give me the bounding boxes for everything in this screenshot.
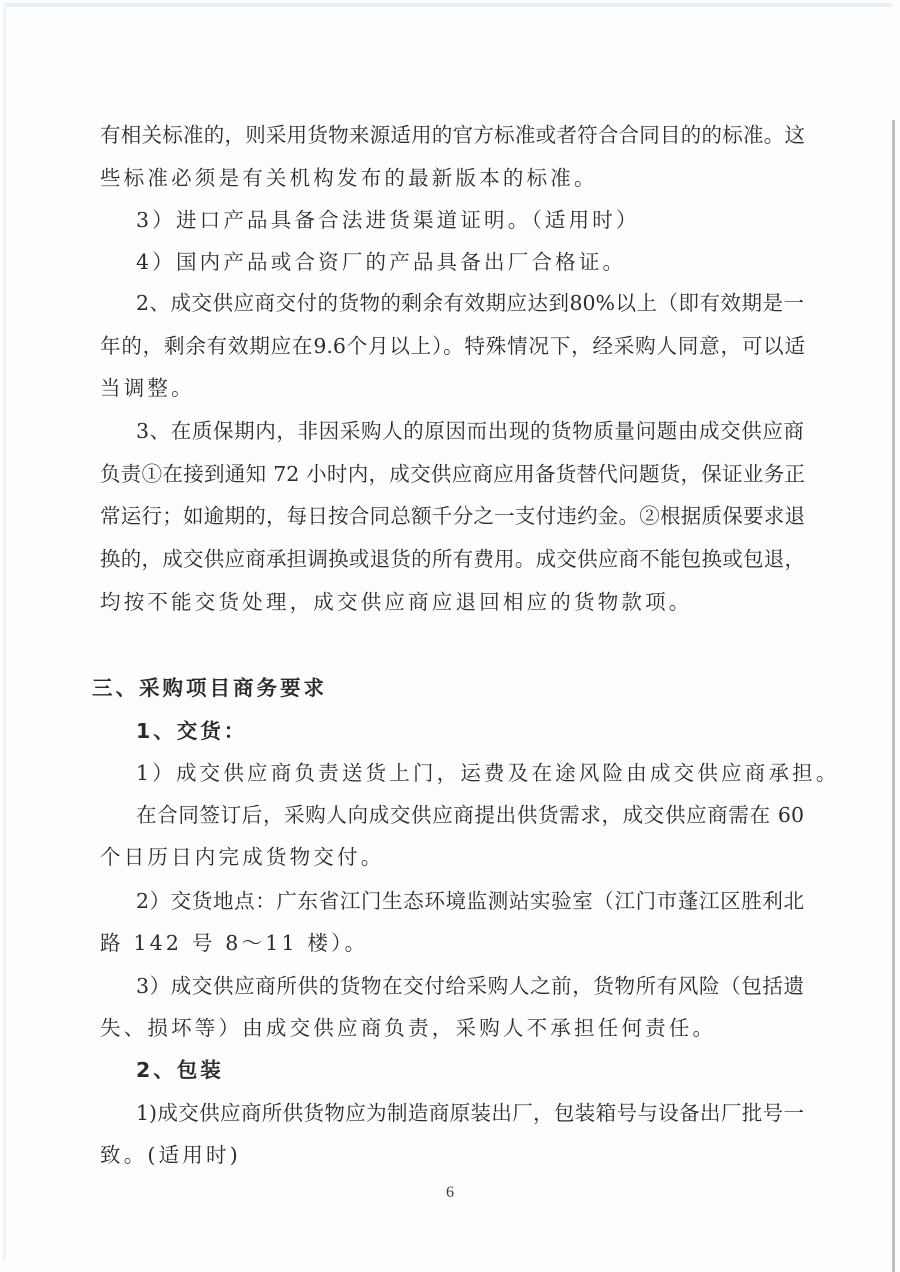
paragraph-line: 当调整。 bbox=[100, 376, 195, 400]
list-item-line: 4）国内产品或合资厂的产品具备出厂合格证。 bbox=[136, 250, 627, 274]
scan-edge-right bbox=[892, 120, 895, 1272]
paragraph-line: 2、成交供应商交付的货物的剩余有效期应达到80%以上（即有效期是一 bbox=[136, 291, 804, 315]
paragraph-line: 3、在质保期内，非因采购人的原因而出现的货物质量问题由成交供应商 bbox=[136, 419, 804, 443]
subsection-heading: 2、包装 bbox=[136, 1058, 224, 1082]
list-item-line: 1)成交供应商所供货物应为制造商原装出厂，包装箱号与设备出厂批号一 bbox=[136, 1101, 804, 1125]
paragraph-line: 路 142 号 8～11 楼）。 bbox=[100, 931, 369, 955]
paragraph-line: 换的，成交供应商承担调换或退货的所有费用。成交供应商不能包换或包退， bbox=[100, 547, 805, 571]
paragraph-line: 常运行；如逾期的，每日按合同总额千分之一支付违约金。②根据质保要求退 bbox=[100, 504, 805, 528]
list-item-line: 3）成交供应商所供的货物在交付给采购人之前，货物所有风险（包括遗 bbox=[136, 974, 804, 998]
paragraph-line: 均按不能交货处理，成交供应商应退回相应的货物款项。 bbox=[100, 590, 693, 614]
subsection-heading: 1、交货： bbox=[136, 719, 248, 743]
scan-edge-left bbox=[3, 3, 6, 1262]
page-number: 6 bbox=[446, 1184, 454, 1201]
paragraph-line: 负责①在接到通知 72 小时内，成交供应商应用备货替代问题货，保证业务正 bbox=[100, 462, 805, 486]
paragraph-line: 有相关标准的，则采用货物来源适用的官方标准或者符合合同目的的标准。这 bbox=[100, 123, 805, 147]
paragraph-line: 年的，剩余有效期应在9.6个月以上）。特殊情况下，经采购人同意，可以适 bbox=[100, 334, 805, 358]
paragraph-line: 个日历日内完成货物交付。 bbox=[100, 845, 385, 869]
scan-edge-top bbox=[4, 3, 892, 7]
paragraph-line: 些标准必须是有关机构发布的最新版本的标准。 bbox=[100, 166, 598, 190]
paragraph-line: 失、损坏等）由成交供应商负责，采购人不承担任何责任。 bbox=[100, 1016, 717, 1040]
section-heading: 三、采购项目商务要求 bbox=[92, 676, 327, 700]
paragraph-line: 致。(适用时) bbox=[100, 1143, 241, 1167]
list-item-line: 2）交货地点：广东省江门生态环境监测站实验室（江门市蓬江区胜利北 bbox=[136, 889, 804, 913]
paragraph-line: 在合同签订后，采购人向成交供应商提出供货需求，成交供应商需在 60 bbox=[136, 803, 804, 827]
list-item-line: 1）成交供应商负责送货上门，运费及在途风险由成交供应商承担。 bbox=[136, 761, 840, 785]
list-item-line: 3）进口产品具备合法进货渠道证明。（适用时） bbox=[136, 208, 640, 232]
